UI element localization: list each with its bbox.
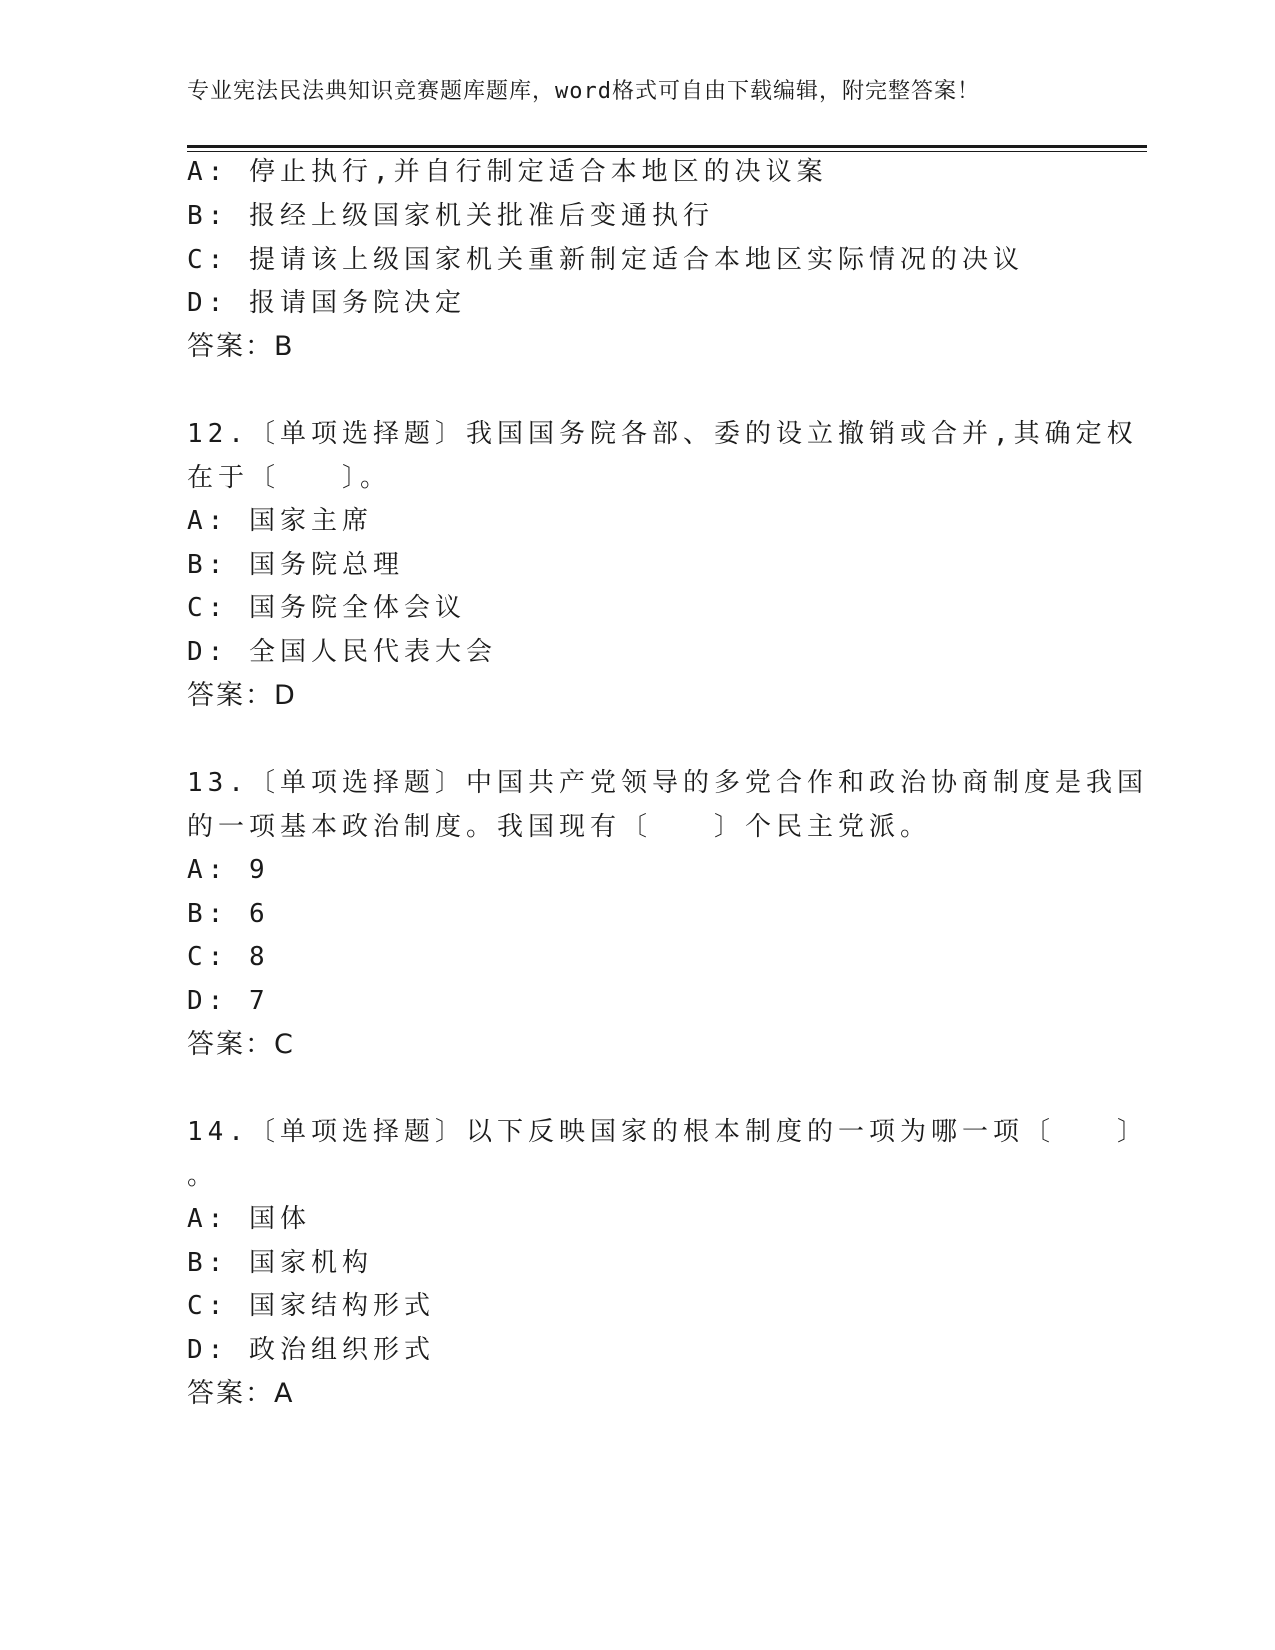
q11-option-c: C: 提请该上级国家机关重新制定适合本地区实际情况的决议 bbox=[187, 245, 1024, 275]
q13-answer: 答案：C bbox=[187, 1029, 295, 1060]
q12-option-b: B: 国务院总理 bbox=[187, 550, 404, 580]
q14-option-b: B: 国家机构 bbox=[187, 1248, 373, 1278]
q14-stem-line2: 。 bbox=[187, 1161, 219, 1191]
q13-option-a: A: 9 bbox=[187, 855, 270, 885]
q11-option-d: D: 报请国务院决定 bbox=[187, 288, 466, 318]
q13-stem-line1: 13.〔单项选择题〕中国共产党领导的多党合作和政治协商制度是我国 bbox=[187, 768, 1148, 798]
q14-option-a: A: 国体 bbox=[187, 1204, 311, 1234]
q13-stem-line2: 的一项基本政治制度。我国现有〔 〕个民主党派。 bbox=[187, 812, 932, 842]
header-rule-thin bbox=[187, 151, 1147, 152]
q14-answer: 答案：A bbox=[187, 1378, 295, 1409]
q14-option-c: C: 国家结构形式 bbox=[187, 1291, 435, 1321]
q12-stem-line2: 在于〔 〕。 bbox=[187, 463, 392, 493]
q13-option-c: C: 8 bbox=[187, 942, 270, 972]
q12-option-d: D: 全国人民代表大会 bbox=[187, 637, 497, 667]
q12-answer: 答案：D bbox=[187, 680, 297, 711]
q12-option-c: C: 国务院全体会议 bbox=[187, 593, 466, 623]
header-rule-thick bbox=[187, 145, 1147, 148]
q12-stem-line1: 12.〔单项选择题〕我国国务院各部、委的设立撤销或合并,其确定权 bbox=[187, 419, 1138, 449]
q14-option-d: D: 政治组织形式 bbox=[187, 1335, 435, 1365]
q13-option-d: D: 7 bbox=[187, 986, 270, 1016]
q13-option-b: B: 6 bbox=[187, 899, 270, 929]
q12-option-a: A: 国家主席 bbox=[187, 506, 373, 536]
q11-answer: 答案：B bbox=[187, 331, 295, 362]
q11-option-b: B: 报经上级国家机关批准后变通执行 bbox=[187, 201, 714, 231]
q11-option-a: A: 停止执行,并自行制定适合本地区的决议案 bbox=[187, 157, 828, 187]
q14-stem-line1: 14.〔单项选择题〕以下反映国家的根本制度的一项为哪一项〔 〕 bbox=[187, 1117, 1148, 1147]
document-header: 专业宪法民法典知识竞赛题库题库，word格式可自由下载编辑，附完整答案！ bbox=[187, 79, 980, 104]
